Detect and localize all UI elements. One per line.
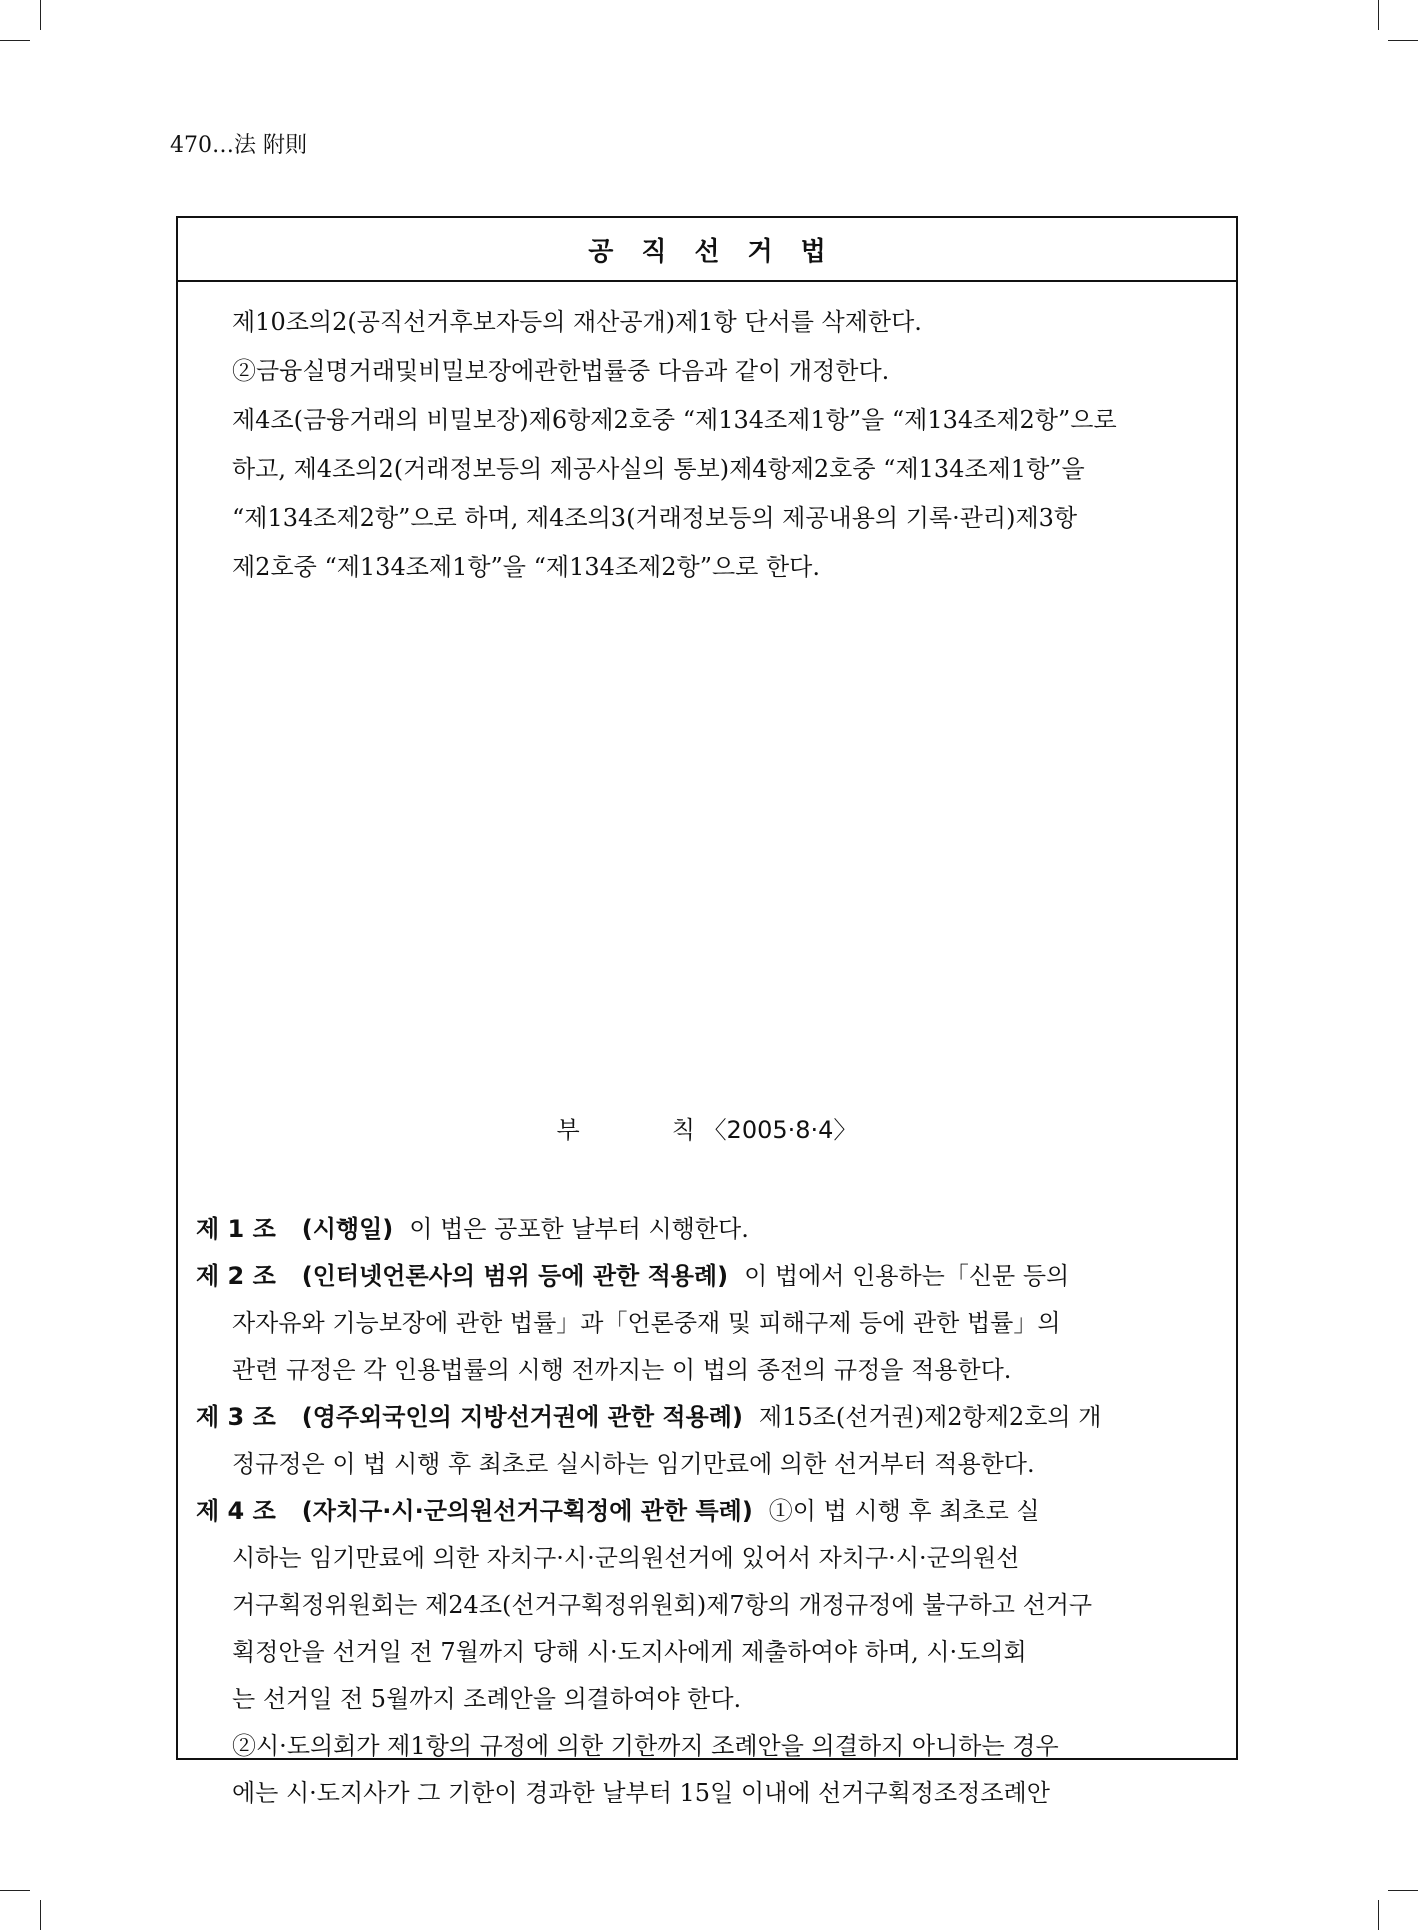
law-box [176, 216, 1238, 1807]
amendment-text [232, 298, 1220, 592]
text-line: 제4조(금융거래의 비밀보장)제6항제2호중 “제134조제1항”을 “제134조제2항”으로 [232, 406, 1117, 434]
article-text-line: 자자유와 기능보장에 관한 법률」과「언론중재 및 피해구제 등에 관한 법률」의 [232, 1309, 1061, 1337]
box-title: 공직선거법 [178, 218, 1236, 282]
article-text-line: 시하는 임기만료에 의한 자치구·시·군의원선거에 있어서 자치구·시·군의원선 [232, 1544, 1020, 1572]
crop-mark [1378, 1900, 1379, 1930]
article-text-line: ②시·도의회가 제1항의 규정에 의한 기한까지 조례안을 의결하지 아니하는 경우 [232, 1732, 1059, 1760]
crop-mark [1388, 40, 1418, 41]
article-4 [196, 1488, 1220, 1535]
article-text: ①이 법 시행 후 최초로 실 [768, 1497, 1040, 1525]
article-number: 제 2 조 [196, 1262, 276, 1290]
article-number: 제 3 조 [196, 1403, 276, 1431]
text-line: 하고, 제4조의2(거래정보등의 제공사실의 통보)제4항제2호중 “제134조제1항”을 [232, 455, 1085, 483]
articles [196, 1206, 1220, 1817]
article-text-line: 관련 규정은 각 인용법률의 시행 전까지는 이 법의 종전의 규정을 적용한다. [232, 1356, 1012, 1384]
text-line: “제134조제2항”으로 하며, 제4조의3(거래정보등의 제공내용의 기록·관리)제3항 [232, 504, 1078, 532]
article-3 [196, 1394, 1220, 1441]
crop-mark [1388, 1890, 1418, 1891]
article-2 [196, 1253, 1220, 1300]
crop-mark [40, 0, 41, 30]
page-header: 470…法 附則 [170, 133, 307, 158]
article-number: 제 4 조 [196, 1497, 276, 1525]
text-line: ②금융실명거래및비밀보장에관한법률중 다음과 같이 개정한다. [232, 357, 890, 385]
article-text-line: 획정안을 선거일 전 7월까지 당해 시·도지사에게 제출하여야 하며, 시·도의회 [232, 1638, 1027, 1666]
article-text-line: 거구획정위원회는 제24조(선거구획정위원회)제7항의 개정규정에 불구하고 선거구 [232, 1591, 1093, 1619]
article-title: (시행일) [301, 1215, 394, 1243]
article-text: 이 법은 공포한 날부터 시행한다. [409, 1215, 749, 1243]
supplementary-date: 〈2005·8·4〉 [702, 1116, 858, 1144]
crop-mark [0, 1890, 30, 1891]
supplementary-heading [178, 1110, 1236, 1145]
crop-mark [40, 1900, 41, 1930]
article-number: 제 1 조 [196, 1215, 276, 1243]
crop-mark [0, 40, 30, 41]
supplementary-label: 칙 [671, 1116, 695, 1144]
article-text: 제15조(선거권)제2항제2호의 개 [758, 1403, 1102, 1431]
text-line: 제10조의2(공직선거후보자등의 재산공개)제1항 단서를 삭제한다. [232, 308, 922, 336]
article-text: 이 법에서 인용하는「신문 등의 [744, 1262, 1070, 1290]
text-line: 제2호중 “제134조제1항”을 “제134조제2항”으로 한다. [232, 553, 820, 581]
article-text-line: 정규정은 이 법 시행 후 최초로 실시하는 임기만료에 의한 선거부터 적용한다. [232, 1450, 1035, 1478]
article-title: (자치구·시·군의원선거구획정에 관한 특례) [301, 1497, 753, 1525]
supplementary-label: 부 [556, 1116, 580, 1144]
article-text-line: 는 선거일 전 5월까지 조례안을 의결하여야 한다. [232, 1685, 742, 1713]
article-1 [196, 1206, 1220, 1253]
crop-mark [1378, 0, 1379, 30]
article-title: (인터넷언론사의 범위 등에 관한 적용례) [301, 1262, 729, 1290]
article-title: (영주외국인의 지방선거권에 관한 적용례) [301, 1403, 743, 1431]
article-text-line: 에는 시·도지사가 그 기한이 경과한 날부터 15일 이내에 선거구획정조정조례안 [232, 1779, 1050, 1807]
